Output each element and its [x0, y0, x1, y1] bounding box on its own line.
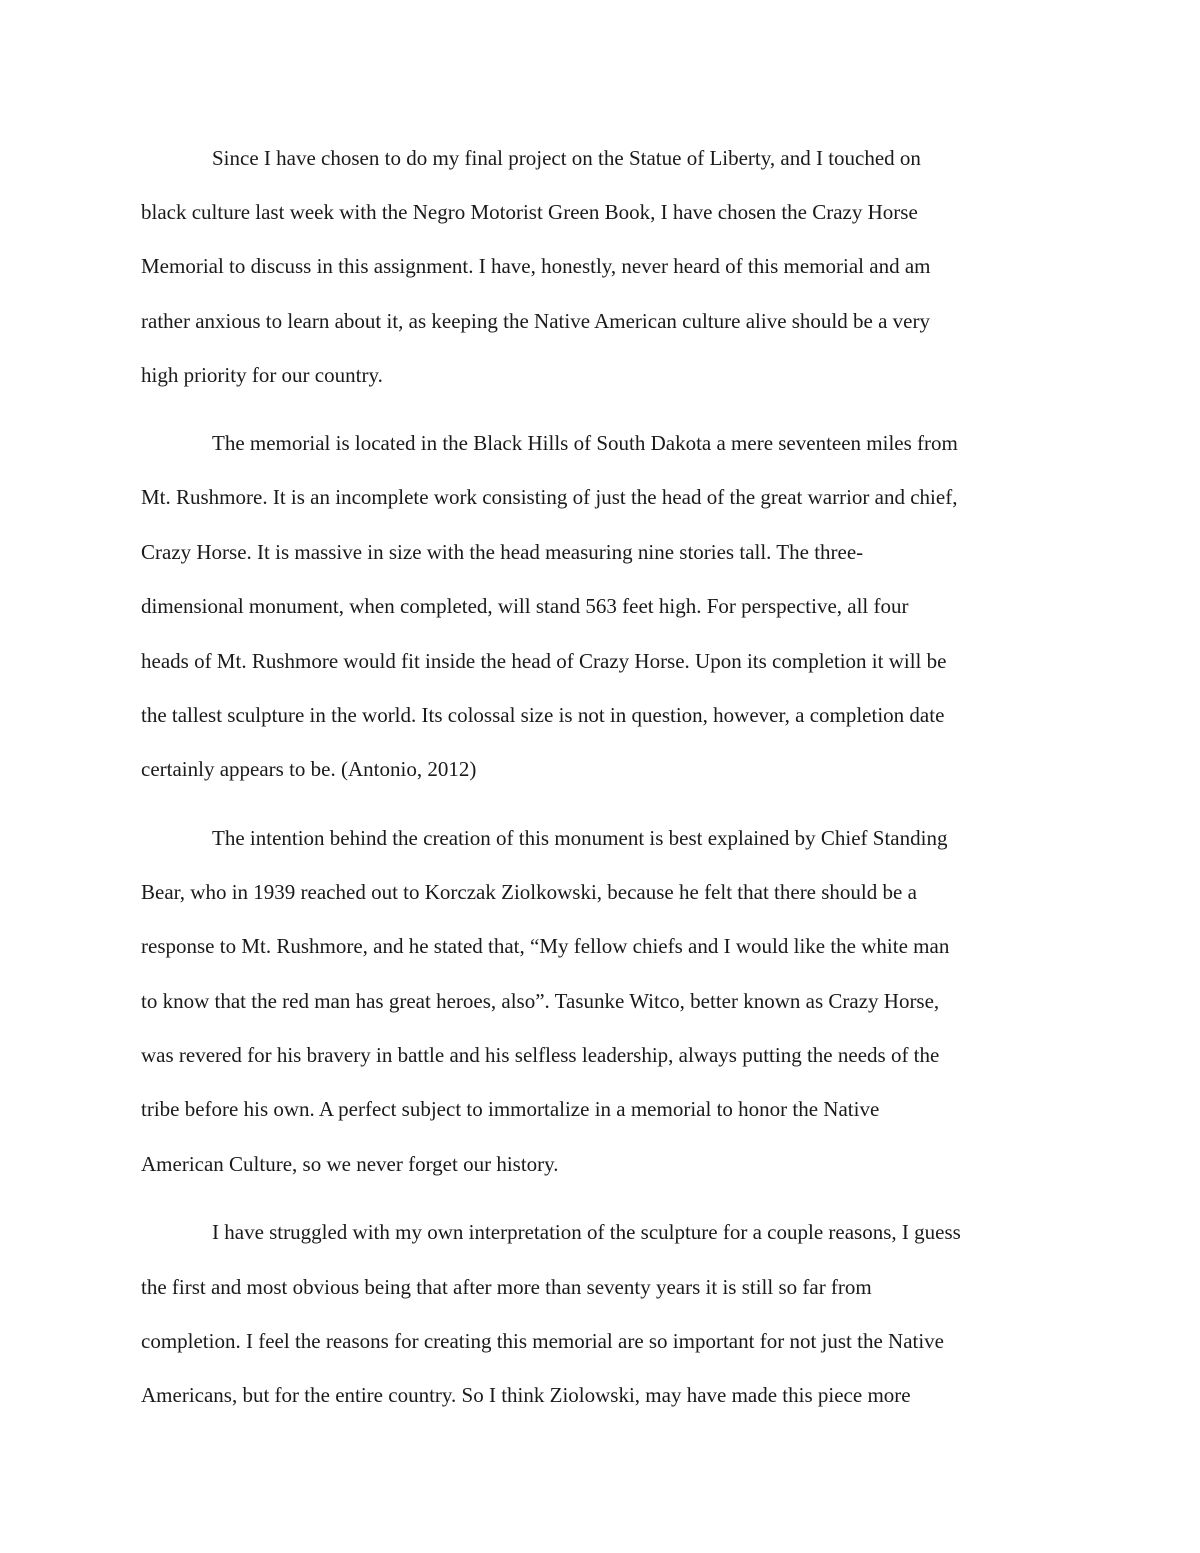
paragraph-3-line-5: was revered for his bravery in battle and his selfless leadership, always putting the needs of the [141, 1043, 940, 1067]
paragraph-4-line-3: completion. I feel the reasons for creating this memorial are so important for not just the Native [141, 1329, 945, 1353]
paragraph-1-line-4: rather anxious to learn about it, as keeping the Native American culture alive should be a very [141, 309, 930, 333]
paragraph-4-line-4: Americans, but for the entire country. So I think Ziolowski, may have made this piece more [141, 1383, 911, 1407]
paragraph-1-line-3: Memorial to discuss in this assignment. I have, honestly, never heard of this memorial and am [141, 254, 931, 278]
paragraph-2-line-5: heads of Mt. Rushmore would fit inside the head of Crazy Horse. Upon its completion it will be [141, 649, 947, 673]
paragraph-3-line-6: tribe before his own. A perfect subject to immortalize in a memorial to honor the Native [141, 1097, 880, 1121]
paragraph-2-line-7: certainly appears to be. (Antonio, 2012) [141, 757, 477, 781]
paragraph-3-line-4: to know that the red man has great heroes, also”. Tasunke Witco, better known as Crazy Horse, [141, 989, 940, 1013]
paragraph-3-line-2: Bear, who in 1939 reached out to Korczak Ziolkowski, because he felt that there should be a [141, 880, 917, 904]
paragraph-1-line-1: Since I have chosen to do my final project on the Statue of Liberty, and I touched on [212, 146, 921, 170]
paragraph-2-line-4: dimensional monument, when completed, will stand 563 feet high. For perspective, all four [141, 594, 909, 618]
paragraph-2-line-1: The memorial is located in the Black Hills of South Dakota a mere seventeen miles from [212, 431, 958, 455]
paragraph-1-line-5: high priority for our country. [141, 363, 383, 387]
paragraph-4-line-2: the first and most obvious being that after more than seventy years it is still so far from [141, 1275, 872, 1299]
paragraph-2-line-2: Mt. Rushmore. It is an incomplete work consisting of just the head of the great warrior and chief, [141, 485, 958, 509]
paragraph-2-line-6: the tallest sculpture in the world. Its colossal size is not in question, however, a completion date [141, 703, 945, 727]
paragraph-4-line-1: I have struggled with my own interpretation of the sculpture for a couple reasons, I guess [212, 1220, 961, 1244]
paragraph-1-line-2: black culture last week with the Negro Motorist Green Book, I have chosen the Crazy Horse [141, 200, 918, 224]
paragraph-3-line-3: response to Mt. Rushmore, and he stated that, “My fellow chiefs and I would like the white man [141, 934, 950, 958]
paragraph-3-line-1: The intention behind the creation of this monument is best explained by Chief Standing [212, 826, 948, 850]
paragraph-3-line-7: American Culture, so we never forget our history. [141, 1152, 559, 1176]
paragraph-2-line-3: Crazy Horse. It is massive in size with the head measuring nine stories tall. The three- [141, 540, 864, 564]
